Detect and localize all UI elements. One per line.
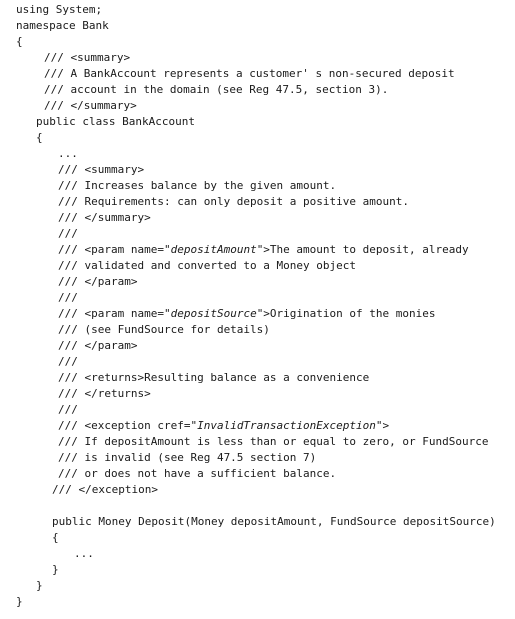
code-text: /// If depositAmount is less than or equal to zero, or FundSource: [58, 435, 489, 448]
code-text: /// </returns>: [58, 387, 151, 400]
code-text: ...: [58, 147, 78, 160]
code-text: namespace Bank: [16, 19, 109, 32]
code-identifier-italic: depositSource: [170, 307, 257, 320]
code-text: ...: [74, 547, 94, 560]
code-line: [16, 338, 496, 354]
code-line: [16, 50, 496, 66]
code-line: [16, 274, 496, 290]
code-identifier-italic: depositAmount: [170, 243, 257, 256]
code-line: [16, 482, 496, 498]
code-text: public class BankAccount: [36, 115, 195, 128]
code-text: }: [16, 595, 23, 608]
code-text: ///: [58, 403, 78, 416]
code-line: [16, 578, 496, 594]
code-line: [16, 418, 496, 434]
code-text: /// <param name=": [58, 243, 171, 256]
code-text: ///: [58, 291, 78, 304]
code-line: [16, 562, 496, 578]
code-line: [16, 242, 496, 258]
code-line: [16, 594, 496, 610]
code-text: /// Increases balance by the given amount.: [58, 179, 337, 192]
code-line: [16, 226, 496, 242]
code-line: [16, 2, 496, 18]
code-line: [16, 466, 496, 482]
code-text: /// <returns>Resulting balance as a convenience: [58, 371, 370, 384]
code-line: [16, 98, 496, 114]
code-text: /// account in the domain (see Reg 47.5, section 3).: [44, 83, 389, 96]
code-text: public Money Deposit(Money depositAmount, FundSource depositSource): [52, 515, 496, 528]
code-line: [16, 210, 496, 226]
code-line: [16, 386, 496, 402]
code-text: {: [16, 35, 23, 48]
code-line: [16, 18, 496, 34]
code-line: [16, 290, 496, 306]
code-line: [16, 450, 496, 466]
code-line: [16, 162, 496, 178]
code-text: /// <summary>: [44, 51, 131, 64]
code-line: [16, 546, 496, 562]
code-line: [16, 322, 496, 338]
code-text: ///: [58, 227, 78, 240]
code-line: [16, 306, 496, 322]
code-text: ///: [58, 355, 78, 368]
code-text: }: [36, 579, 43, 592]
code-text: /// (see FundSource for details): [58, 323, 270, 336]
code-line: [16, 370, 496, 386]
code-line: [16, 178, 496, 194]
code-text: /// </summary>: [44, 99, 137, 112]
code-text: ">The amount to deposit, already: [256, 243, 469, 256]
code-line: [16, 258, 496, 274]
code-text: /// A BankAccount represents a customer' s non-secured deposit: [44, 67, 455, 80]
code-line: [16, 434, 496, 450]
code-text: /// or does not have a sufficient balance.: [58, 467, 337, 480]
code-text: }: [52, 563, 59, 576]
code-text: /// Requirements: can only deposit a positive amount.: [58, 195, 409, 208]
code-line: [16, 146, 496, 162]
code-text: ">Origination of the monies: [256, 307, 436, 320]
code-line: [16, 498, 496, 514]
code-text: {: [36, 131, 43, 144]
code-text: /// <param name=": [58, 307, 171, 320]
code-text: {: [52, 531, 59, 544]
code-text: using System;: [16, 3, 103, 16]
code-text: /// </summary>: [58, 211, 151, 224]
code-text: /// </exception>: [52, 483, 158, 496]
code-line: [16, 530, 496, 546]
code-text: /// </param>: [58, 339, 138, 352]
code-line: [16, 34, 496, 50]
code-text: /// <exception cref=": [58, 419, 198, 432]
code-identifier-italic: InvalidTransactionException: [197, 419, 376, 432]
code-text: /// </param>: [58, 275, 138, 288]
code-line: [16, 354, 496, 370]
code-line: [16, 130, 496, 146]
code-listing: [16, 2, 496, 610]
code-line: [16, 514, 496, 530]
code-text: /// is invalid (see Reg 47.5 section 7): [58, 451, 317, 464]
code-line: [16, 114, 496, 130]
code-text: /// validated and converted to a Money object: [58, 259, 357, 272]
code-line: [16, 402, 496, 418]
code-line: [16, 194, 496, 210]
code-text: ">: [375, 419, 390, 432]
code-line: [16, 66, 496, 82]
code-text: /// <summary>: [58, 163, 145, 176]
code-line: [16, 82, 496, 98]
